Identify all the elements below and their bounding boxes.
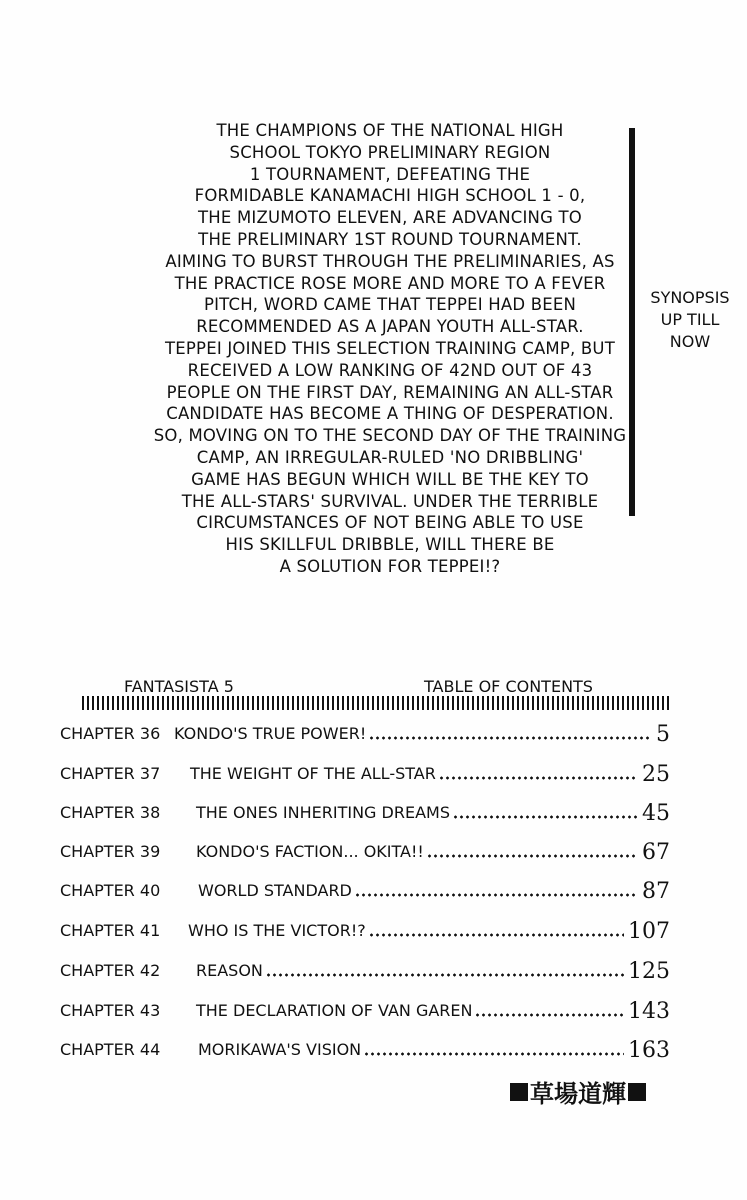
toc-chapter-number: CHAPTER 36 xyxy=(60,724,161,743)
toc-entry-43[interactable] xyxy=(60,997,670,1027)
synopsis-line: 1 TOURNAMENT, DEFEATING THE xyxy=(249,164,531,184)
toc-chapter-number: CHAPTER 37 xyxy=(60,764,161,783)
toc-entry-38[interactable] xyxy=(60,799,670,829)
toc-heading: TABLE OF CONTENTS xyxy=(424,677,593,696)
synopsis-line: FORMIDABLE KANAMACHI HIGH SCHOOL 1 - 0, xyxy=(194,186,586,206)
toc-leader-dots xyxy=(370,736,650,740)
toc-page-number: 67 xyxy=(642,840,670,865)
side-label-line: NOW xyxy=(669,332,711,351)
toc-entry-40[interactable] xyxy=(60,877,670,907)
synopsis-side-label xyxy=(636,287,744,353)
toc-chapter-number: CHAPTER 43 xyxy=(60,1001,161,1020)
author-credit xyxy=(508,1074,648,1109)
side-label-line: SYNOPSIS xyxy=(650,288,730,307)
synopsis-line: THE ALL-STARS' SURVIVAL. UNDER THE TERRIBLE xyxy=(181,491,599,511)
toc-leader-dots xyxy=(476,1013,624,1017)
synopsis-line: A SOLUTION FOR TEPPEI!? xyxy=(279,556,501,576)
synopsis-line: CAMP, AN IRREGULAR-RULED 'NO DRIBBLING' xyxy=(196,447,584,467)
toc-leader-dots xyxy=(365,1052,624,1056)
toc-entry-39[interactable] xyxy=(60,838,670,868)
toc-page-number: 163 xyxy=(628,1038,670,1063)
synopsis-line: THE PRACTICE ROSE MORE AND MORE TO A FEVER xyxy=(174,273,606,293)
synopsis-line: CANDIDATE HAS BECOME A THING OF DESPERATION. xyxy=(166,404,614,424)
toc-leader-dots xyxy=(370,933,624,937)
toc-entry-44[interactable] xyxy=(60,1036,670,1066)
side-label-line: UP TILL xyxy=(660,310,720,329)
toc-page-number: 143 xyxy=(628,999,670,1024)
toc-chapter-title: KONDO'S FACTION... OKITA!! xyxy=(196,842,424,861)
square-bullet-icon xyxy=(628,1083,646,1101)
synopsis-line: RECOMMENDED AS A JAPAN YOUTH ALL-STAR. xyxy=(196,317,584,337)
synopsis-line: TEPPEI JOINED THIS SELECTION TRAINING CAMP, BUT xyxy=(165,338,615,358)
synopsis-line: RECEIVED A LOW RANKING OF 42ND OUT OF 43 xyxy=(187,360,593,380)
synopsis-line: CIRCUMSTANCES OF NOT BEING ABLE TO USE xyxy=(196,513,584,533)
toc-entry-37[interactable] xyxy=(60,760,670,790)
synopsis-line: PITCH, WORD CAME THAT TEPPEI HAD BEEN xyxy=(203,295,577,315)
toc-chapter-number: CHAPTER 42 xyxy=(60,961,161,980)
toc-page-number: 87 xyxy=(642,879,670,904)
synopsis-line: AIMING TO BURST THROUGH THE PRELIMINARIES, AS xyxy=(165,251,615,271)
toc-chapter-title: WHO IS THE VICTOR!? xyxy=(188,921,366,940)
toc-page-number: 107 xyxy=(628,919,670,944)
toc-chapter-number: CHAPTER 41 xyxy=(60,921,161,940)
synopsis-line: PEOPLE ON THE FIRST DAY, REMAINING AN ALL-STAR xyxy=(166,382,614,402)
toc-chapter-number: CHAPTER 38 xyxy=(60,803,161,822)
synopsis-line: THE CHAMPIONS OF THE NATIONAL HIGH xyxy=(216,121,564,140)
toc-leader-dots xyxy=(356,893,638,897)
toc-chapter-number: CHAPTER 44 xyxy=(60,1040,161,1059)
toc-page-number: 25 xyxy=(642,762,670,787)
toc-chapter-number: CHAPTER 40 xyxy=(60,881,161,900)
toc-chapter-title: THE ONES INHERITING DREAMS xyxy=(196,803,450,822)
toc-leader-dots xyxy=(454,815,638,819)
synopsis-line: GAME HAS BEGUN WHICH WILL BE THE KEY TO xyxy=(191,469,589,489)
synopsis-line: SCHOOL TOKYO PRELIMINARY REGION xyxy=(229,142,551,162)
square-bullet-icon xyxy=(510,1083,528,1101)
toc-chapter-number: CHAPTER 39 xyxy=(60,842,161,861)
synopsis-line: SO, MOVING ON TO THE SECOND DAY OF THE TRAINING xyxy=(153,426,627,446)
toc-chapter-title: MORIKAWA'S VISION xyxy=(198,1040,362,1059)
synopsis-line: THE MIZUMOTO ELEVEN, ARE ADVANCING TO xyxy=(198,208,582,228)
synopsis-line: HIS SKILLFUL DRIBBLE, WILL THERE BE xyxy=(225,535,555,555)
toc-page-number: 5 xyxy=(656,722,670,747)
toc-entry-41[interactable] xyxy=(60,917,670,947)
toc-chapter-title: THE WEIGHT OF THE ALL-STAR xyxy=(190,764,436,783)
toc-entry-36[interactable] xyxy=(60,720,670,750)
synopsis-line: THE PRELIMINARY 1ST ROUND TOURNAMENT. xyxy=(198,229,582,249)
toc-leader-dots xyxy=(440,776,638,780)
toc-page-number: 45 xyxy=(642,801,670,826)
toc-page-number: 125 xyxy=(628,959,670,984)
author-name: 草場道輝 xyxy=(530,1080,626,1108)
toc-chapter-title: KONDO'S TRUE POWER! xyxy=(174,724,367,743)
toc-chapter-title: WORLD STANDARD xyxy=(198,881,352,900)
synopsis-text xyxy=(100,120,680,578)
toc-chapter-title: THE DECLARATION OF VAN GAREN xyxy=(196,1001,473,1020)
toc-tick-rule xyxy=(82,696,672,710)
toc-leader-dots xyxy=(267,973,624,977)
toc-volume-title: FANTASISTA 5 xyxy=(124,677,234,696)
side-divider xyxy=(629,128,635,516)
toc-leader-dots xyxy=(428,854,638,858)
toc-entry-42[interactable] xyxy=(60,957,670,987)
toc-chapter-title: REASON xyxy=(196,961,263,980)
